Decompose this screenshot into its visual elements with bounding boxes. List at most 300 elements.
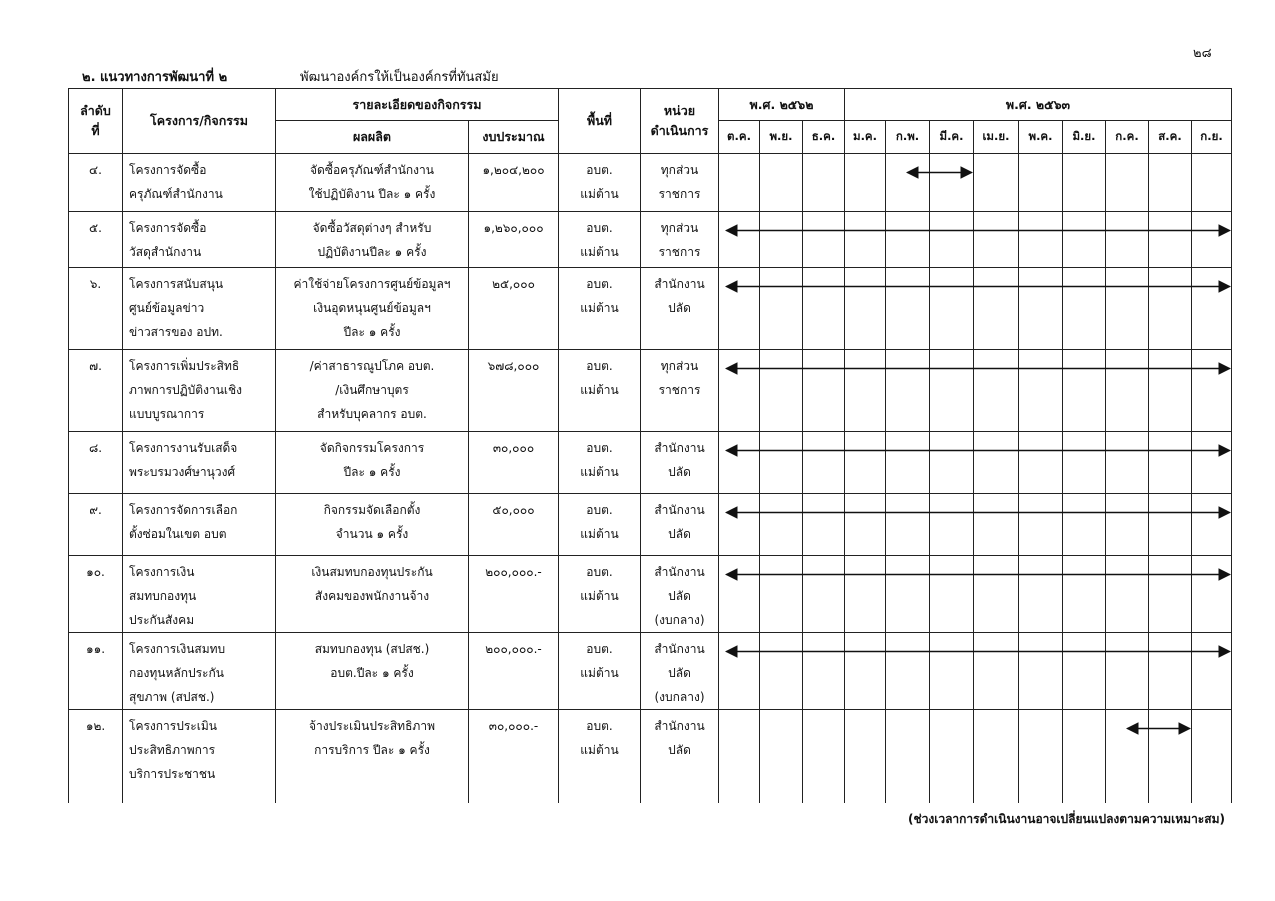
row-number-text: ๑๐.: [86, 565, 105, 579]
responsible-unit-line: ทุกส่วน: [660, 359, 699, 373]
project-name-line: โครงการสนับสนุน: [129, 277, 224, 291]
row-number: [69, 710, 123, 803]
month-cell: [719, 154, 760, 212]
month-cell: [930, 268, 974, 350]
project-area-line: อบต.: [586, 719, 613, 733]
footnote: (ช่วงเวลาการดำเนินงานอาจเปลี่ยนแปลงตามความเหมาะสม): [908, 812, 1225, 826]
month-cell: [1192, 556, 1232, 633]
month-cell: [1106, 633, 1149, 710]
project-output-line: อบต.ปีละ ๑ ครั้ง: [330, 666, 414, 680]
project-name-line: โครงการเงินสมทบ: [129, 642, 226, 656]
header-no-line1: ลำดับ: [80, 103, 111, 118]
month-cell: [886, 350, 930, 432]
month-cell: [803, 494, 845, 556]
row-number: [69, 350, 123, 432]
project-area-line: แม่ต้าน: [580, 245, 619, 259]
month-cell: [803, 556, 845, 633]
project-budget: [469, 633, 559, 710]
month-cell: [1149, 154, 1192, 212]
project-name-line: ประสิทธิภาพการ: [129, 743, 216, 757]
month-cell: [719, 350, 760, 432]
header-no-line2: ที่: [91, 123, 100, 138]
table-row: [69, 494, 1232, 556]
project-area: [559, 494, 641, 556]
table-row: [69, 633, 1232, 710]
project-budget-text: ๑,๒๐๔,๒๐๐: [482, 163, 545, 177]
project-budget: [469, 494, 559, 556]
month-cell: [845, 268, 886, 350]
month-cell: [845, 432, 886, 494]
project-name-line: ศูนย์ข้อมูลข่าว: [129, 301, 205, 315]
month-cell: [886, 556, 930, 633]
month-cell: [1063, 556, 1106, 633]
header-project: โครงการ/กิจกรรม: [123, 89, 276, 154]
responsible-unit: [641, 350, 719, 432]
section-title: ๒. แนวทางการพัฒนาที่ ๒: [82, 70, 228, 85]
row-number-text: ๙.: [89, 503, 102, 517]
section-subtitle: พัฒนาองค์กรให้เป็นองค์กรที่ทันสมัย: [300, 70, 499, 85]
month-cell: [803, 350, 845, 432]
header-month: เม.ย.: [974, 121, 1019, 154]
project-name: [123, 212, 276, 268]
month-cell: [803, 154, 845, 212]
header-year-2562: พ.ศ. ๒๕๖๒: [719, 89, 845, 121]
month-cell: [1106, 268, 1149, 350]
month-cell: [719, 633, 760, 710]
project-area-line: อบต.: [586, 163, 613, 177]
month-cell: [1149, 710, 1192, 803]
month-cell: [1063, 710, 1106, 803]
project-budget: [469, 212, 559, 268]
month-cell: [1019, 710, 1063, 803]
month-cell: [974, 633, 1019, 710]
project-area-line: อบต.: [586, 359, 613, 373]
project-budget: [469, 350, 559, 432]
project-output-line: สมทบกองทุน (สปสช.): [314, 642, 430, 656]
month-cell: [930, 212, 974, 268]
month-cell: [886, 154, 930, 212]
project-area: [559, 556, 641, 633]
project-area-line: แม่ต้าน: [580, 743, 619, 757]
responsible-unit-line: สำนักงาน: [654, 441, 705, 455]
month-cell: [803, 710, 845, 803]
row-number: [69, 633, 123, 710]
project-area: [559, 350, 641, 432]
row-number: [69, 268, 123, 350]
month-cell: [760, 212, 803, 268]
table-row: [69, 710, 1232, 803]
project-name-line: โครงการงานรับเสด็จ: [129, 441, 238, 455]
project-name-line: โครงการเพิ่มประสิทธิ: [129, 359, 240, 373]
responsible-unit: [641, 556, 719, 633]
month-cell: [974, 268, 1019, 350]
month-cell: [886, 494, 930, 556]
project-output-line: จัดกิจกรรมโครงการ: [319, 441, 425, 455]
month-cell: [845, 154, 886, 212]
project-name-line: บริการประชาชน: [129, 767, 216, 781]
responsible-unit-line: ทุกส่วน: [660, 163, 699, 177]
responsible-unit-line: ราชการ: [658, 245, 701, 259]
month-cell: [930, 432, 974, 494]
month-cell: [719, 494, 760, 556]
header-month: ธ.ค.: [803, 121, 845, 154]
project-area-line: แม่ต้าน: [580, 527, 619, 541]
project-output-line: ปีละ ๑ ครั้ง: [343, 465, 401, 479]
month-cell: [760, 633, 803, 710]
responsible-unit-line: ปลัด: [668, 666, 691, 680]
month-cell: [930, 710, 974, 803]
row-number: [69, 556, 123, 633]
month-cell: [1192, 212, 1232, 268]
project-area-line: แม่ต้าน: [580, 187, 619, 201]
month-cell: [886, 432, 930, 494]
month-cell: [760, 556, 803, 633]
month-cell: [1149, 212, 1192, 268]
row-number-text: ๘.: [88, 441, 103, 455]
month-cell: [1149, 432, 1192, 494]
month-cell: [719, 710, 760, 803]
project-budget: [469, 432, 559, 494]
month-cell: [974, 494, 1019, 556]
project-budget: [469, 556, 559, 633]
project-output: [276, 268, 469, 350]
project-name-line: ตั้งซ่อมในเขต อบต: [129, 527, 227, 541]
project-name-line: แบบบูรณาการ: [129, 407, 205, 421]
project-area: [559, 432, 641, 494]
header-unit-line1: หน่วย: [663, 103, 696, 118]
project-budget-text: ๑,๒๖๐,๐๐๐: [483, 221, 544, 235]
month-cell: [803, 212, 845, 268]
project-output-line: /ค่าสาธารณูปโภค อบต.: [309, 359, 435, 373]
project-area-line: อบต.: [586, 277, 613, 291]
month-cell: [1106, 432, 1149, 494]
month-cell: [974, 350, 1019, 432]
month-cell: [719, 432, 760, 494]
month-cell: [1149, 494, 1192, 556]
month-cell: [1063, 633, 1106, 710]
project-output: [276, 350, 469, 432]
month-cell: [760, 710, 803, 803]
month-cell: [974, 154, 1019, 212]
header-unit-line2: ดำเนินการ: [650, 123, 709, 138]
responsible-unit-line: (งบกลาง): [654, 613, 705, 627]
project-name-line: สมทบกองทุน: [129, 589, 197, 603]
project-output: [276, 494, 469, 556]
project-name-line: สุขภาพ (สปสช.): [129, 690, 215, 704]
table-row: [69, 350, 1232, 432]
project-name-line: โครงการจัดการเลือก: [129, 503, 238, 517]
responsible-unit: [641, 494, 719, 556]
month-cell: [886, 212, 930, 268]
row-number-text: ๑๒.: [85, 719, 106, 733]
project-output-line: สำหรับบุคลากร อบต.: [317, 407, 427, 421]
header-month: พ.ย.: [760, 121, 803, 154]
month-cell: [930, 494, 974, 556]
month-cell: [1063, 268, 1106, 350]
header-unit: [641, 89, 719, 154]
table-row: [69, 268, 1232, 350]
month-cell: [1063, 350, 1106, 432]
row-number: [69, 432, 123, 494]
month-cell: [760, 350, 803, 432]
month-cell: [1192, 350, 1232, 432]
project-area: [559, 154, 641, 212]
header-details: รายละเอียดของกิจกรรม: [276, 89, 559, 121]
responsible-unit-line: สำนักงาน: [654, 277, 705, 291]
month-cell: [1019, 212, 1063, 268]
project-area-line: อบต.: [586, 503, 613, 517]
month-cell: [974, 556, 1019, 633]
project-area: [559, 212, 641, 268]
month-cell: [1063, 212, 1106, 268]
project-budget-text: ๖๗๘,๐๐๐: [487, 359, 540, 373]
month-cell: [1019, 154, 1063, 212]
responsible-unit-line: ปลัด: [668, 589, 691, 603]
project-area-line: แม่ต้าน: [580, 301, 619, 315]
project-output-line: จัดซื้อวัสดุต่างๆ สำหรับ: [312, 221, 432, 235]
project-name-line: โครงการจัดซื้อ: [129, 163, 207, 177]
month-cell: [845, 710, 886, 803]
project-budget-text: ๒๐๐,๐๐๐.-: [485, 642, 542, 656]
responsible-unit: [641, 268, 719, 350]
project-budget-text: ๒๐๐,๐๐๐.-: [485, 565, 542, 579]
month-cell: [845, 494, 886, 556]
project-area-line: แม่ต้าน: [580, 589, 619, 603]
table-row: [69, 556, 1232, 633]
header-month: ต.ค.: [719, 121, 760, 154]
project-output: [276, 633, 469, 710]
responsible-unit-line: (งบกลาง): [654, 690, 705, 704]
responsible-unit-line: ราชการ: [658, 187, 701, 201]
project-budget-text: ๓๐,๐๐๐: [492, 441, 535, 455]
plan-table-wrapper: [68, 88, 1232, 803]
header-area: พื้นที่: [559, 89, 641, 154]
responsible-unit: [641, 710, 719, 803]
month-cell: [719, 556, 760, 633]
header-output: ผลผลิต: [276, 121, 469, 154]
project-output-line: ปีละ ๑ ครั้ง: [343, 325, 401, 339]
table-row: [69, 154, 1232, 212]
project-name: [123, 268, 276, 350]
project-budget-text: ๓๐,๐๐๐.-: [488, 719, 539, 733]
row-number: [69, 494, 123, 556]
project-output-line: เงินสมทบกองทุนประกัน: [311, 565, 433, 579]
project-name-line: พระบรมวงศ์ษานุวงศ์: [129, 465, 236, 479]
month-cell: [1019, 556, 1063, 633]
month-cell: [886, 268, 930, 350]
table-row: [69, 212, 1232, 268]
month-cell: [1192, 710, 1232, 803]
month-cell: [1149, 350, 1192, 432]
month-cell: [1106, 556, 1149, 633]
project-output-line: ปฏิบัติงานปีละ ๑ ครั้ง: [317, 245, 427, 259]
month-cell: [1192, 633, 1232, 710]
project-budget-text: ๕๐,๐๐๐: [492, 503, 535, 517]
project-output-line: ค่าใช้จ่ายโครงการศูนย์ข้อมูลฯ: [293, 277, 451, 291]
project-area-line: แม่ต้าน: [580, 666, 619, 680]
project-output: [276, 212, 469, 268]
project-name: [123, 710, 276, 803]
project-output: [276, 432, 469, 494]
project-name-line: ข่าวสารของ อปท.: [129, 325, 223, 339]
project-area-line: แม่ต้าน: [580, 465, 619, 479]
month-cell: [719, 268, 760, 350]
month-cell: [1019, 268, 1063, 350]
month-cell: [1019, 432, 1063, 494]
month-cell: [974, 432, 1019, 494]
project-output-line: /เงินศึกษาบุตร: [335, 383, 409, 397]
header-month: ส.ค.: [1149, 121, 1192, 154]
month-cell: [845, 212, 886, 268]
responsible-unit-line: ปลัด: [668, 301, 691, 315]
responsible-unit-line: สำนักงาน: [654, 565, 705, 579]
month-cell: [1019, 350, 1063, 432]
project-name: [123, 154, 276, 212]
month-cell: [760, 268, 803, 350]
month-cell: [803, 432, 845, 494]
row-number: [69, 212, 123, 268]
month-cell: [1019, 633, 1063, 710]
header-month: ก.ค.: [1106, 121, 1149, 154]
month-cell: [1019, 494, 1063, 556]
month-cell: [1063, 154, 1106, 212]
header-month: พ.ค.: [1019, 121, 1063, 154]
month-cell: [886, 710, 930, 803]
project-output-line: สังคมของพนักงานจ้าง: [314, 589, 430, 603]
month-cell: [1106, 154, 1149, 212]
row-number-text: ๔.: [89, 163, 102, 177]
page-number: ๒๘: [1193, 46, 1212, 61]
header-month: มิ.ย.: [1063, 121, 1106, 154]
month-cell: [719, 212, 760, 268]
project-name-line: โครงการประเมิน: [129, 719, 217, 733]
project-budget: [469, 154, 559, 212]
project-name-line: ครุภัณฑ์สำนักงาน: [129, 187, 223, 201]
row-number-text: ๖.: [89, 277, 102, 291]
project-name-line: ภาพการปฏิบัติงานเชิง: [129, 383, 242, 397]
month-cell: [760, 494, 803, 556]
project-output-line: กิจกรรมจัดเลือกตั้ง: [323, 503, 421, 517]
responsible-unit: [641, 633, 719, 710]
project-name-line: ประกันสังคม: [129, 613, 195, 627]
project-output-line: จำนวน ๑ ครั้ง: [335, 527, 409, 541]
project-name: [123, 633, 276, 710]
month-cell: [845, 350, 886, 432]
month-cell: [1106, 494, 1149, 556]
month-cell: [1192, 154, 1232, 212]
project-budget-text: ๒๕,๐๐๐: [492, 277, 535, 291]
responsible-unit-line: ทุกส่วน: [660, 221, 699, 235]
header-month: ม.ค.: [845, 121, 886, 154]
project-output-line: จ้างประเมินประสิทธิภาพ: [309, 719, 435, 733]
project-output-line: เงินอุดหนุนศูนย์ข้อมูลฯ: [313, 301, 431, 315]
responsible-unit-line: สำนักงาน: [654, 642, 705, 656]
month-cell: [930, 556, 974, 633]
project-area-line: อบต.: [586, 565, 613, 579]
responsible-unit-line: ปลัด: [668, 465, 691, 479]
month-cell: [845, 633, 886, 710]
month-cell: [886, 633, 930, 710]
project-name-line: กองทุนหลักประกัน: [129, 666, 224, 680]
project-output: [276, 154, 469, 212]
project-budget: [469, 268, 559, 350]
project-output: [276, 556, 469, 633]
month-cell: [760, 154, 803, 212]
header-no: [69, 89, 123, 154]
month-cell: [974, 710, 1019, 803]
row-number-text: ๕.: [89, 221, 102, 235]
section-heading: [82, 66, 499, 87]
responsible-unit: [641, 212, 719, 268]
project-output-line: การบริการ ปีละ ๑ ครั้ง: [314, 743, 430, 757]
project-plan-table: [68, 88, 1232, 803]
project-area-line: อบต.: [586, 642, 613, 656]
project-output-line: จัดซื้อครุภัณฑ์สำนักงาน: [310, 163, 434, 177]
month-cell: [760, 432, 803, 494]
month-cell: [1106, 212, 1149, 268]
month-cell: [974, 212, 1019, 268]
responsible-unit-line: ปลัด: [668, 527, 691, 541]
project-name-line: วัสดุสำนักงาน: [129, 245, 202, 259]
month-cell: [1192, 432, 1232, 494]
header-month: ก.ย.: [1192, 121, 1232, 154]
month-cell: [1063, 494, 1106, 556]
responsible-unit: [641, 432, 719, 494]
project-output-line: ใช้ปฏิบัติงาน ปีละ ๑ ครั้ง: [308, 187, 436, 201]
project-name-line: โครงการเงิน: [129, 565, 195, 579]
project-name: [123, 494, 276, 556]
project-area-line: แม่ต้าน: [580, 383, 619, 397]
project-area: [559, 710, 641, 803]
month-cell: [1106, 350, 1149, 432]
responsible-unit-line: สำนักงาน: [654, 719, 705, 733]
project-area-line: อบต.: [586, 441, 613, 455]
project-area: [559, 268, 641, 350]
header-budget: งบประมาณ: [469, 121, 559, 154]
project-name: [123, 432, 276, 494]
row-number-text: ๑๑.: [85, 642, 106, 656]
header-year-2563: พ.ศ. ๒๕๖๓: [845, 89, 1232, 121]
month-cell: [1149, 556, 1192, 633]
project-name: [123, 350, 276, 432]
month-cell: [1106, 710, 1149, 803]
month-cell: [1063, 432, 1106, 494]
month-cell: [930, 633, 974, 710]
responsible-unit-line: สำนักงาน: [654, 503, 705, 517]
month-cell: [1149, 633, 1192, 710]
responsible-unit-line: ปลัด: [668, 743, 691, 757]
month-cell: [1192, 268, 1232, 350]
header-month: ก.พ.: [886, 121, 930, 154]
row-number: [69, 154, 123, 212]
month-cell: [930, 350, 974, 432]
month-cell: [803, 633, 845, 710]
month-cell: [845, 556, 886, 633]
project-budget: [469, 710, 559, 803]
project-output: [276, 710, 469, 803]
responsible-unit: [641, 154, 719, 212]
project-area-line: อบต.: [586, 221, 613, 235]
month-cell: [803, 268, 845, 350]
month-cell: [1149, 268, 1192, 350]
project-name: [123, 556, 276, 633]
project-name-line: โครงการจัดซื้อ: [129, 221, 207, 235]
table-row: [69, 432, 1232, 494]
responsible-unit-line: ราชการ: [658, 383, 701, 397]
row-number-text: ๗.: [89, 359, 102, 373]
header-month: มี.ค.: [930, 121, 974, 154]
month-cell: [1192, 494, 1232, 556]
